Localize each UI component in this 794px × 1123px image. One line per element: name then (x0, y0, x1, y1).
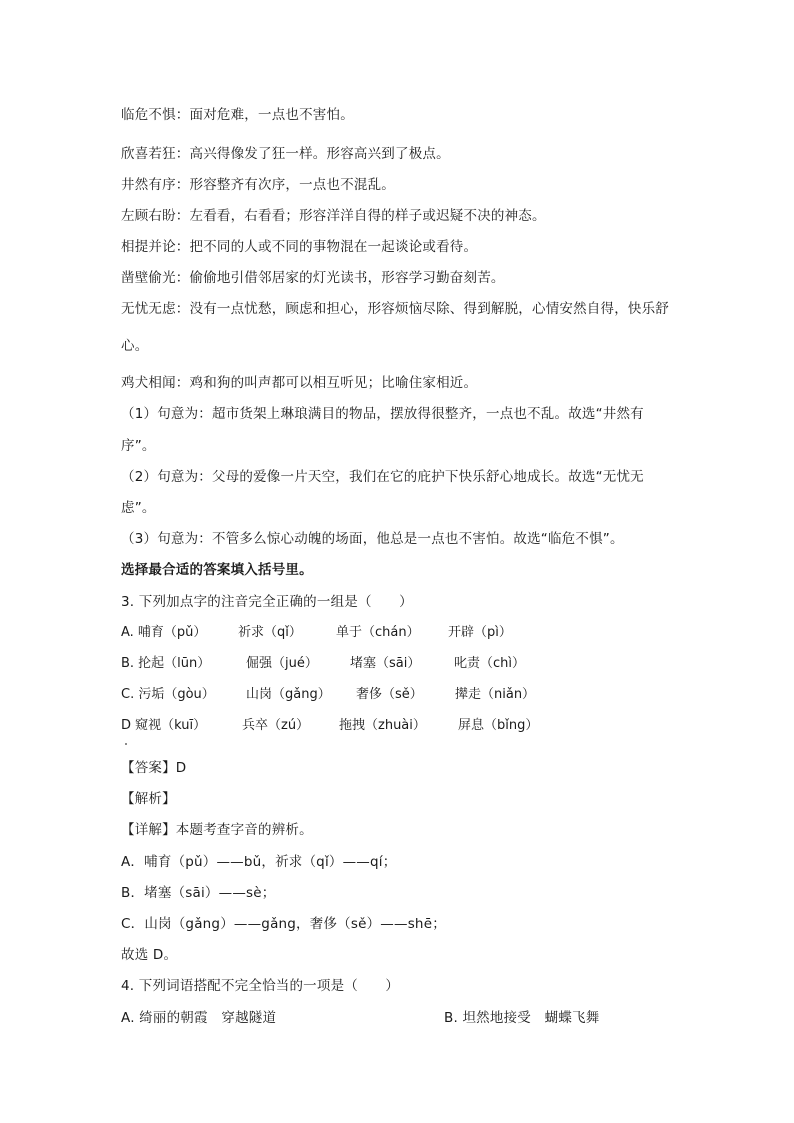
sentence-explanation: （1）句意为：超市货架上琳琅满目的物品，摆放得很整齐，一点也不乱。故选“井然有 (121, 406, 644, 422)
definition-line: 左顾右盼：左看看，右看看；形容洋洋自得的样子或迟疑不决的神态。 (121, 208, 546, 224)
option-item: B. 抡起（lūn） (121, 656, 211, 671)
option-item: A. 哺育（pǔ） (121, 625, 207, 640)
option-item: 叱责（chì） (454, 656, 525, 671)
option-item: 单于（chán） (336, 625, 420, 640)
option-item: 兵卒（zú） (242, 718, 310, 733)
analysis-label: 【解析】 (121, 791, 176, 807)
question-4-option-a: A. 绮丽的朝霞 穿越隧道 (121, 1010, 277, 1026)
sentence-explanation: （2）句意为：父母的爱像一片天空，我们在它的庇护下快乐舒心地成长。故选“无忧无 (121, 469, 644, 485)
option-item: D 窥视（kuī） (121, 718, 207, 733)
definition-line: 井然有序：形容整齐有次序，一点也不混乱。 (121, 177, 395, 193)
option-item: 倔强（jué） (246, 656, 318, 671)
sentence-explanation: 序”。 (121, 438, 156, 454)
option-item: 屏息（bǐng） (458, 718, 539, 733)
analysis-line: B．堵塞（sāi）——sè； (121, 885, 276, 901)
question-3-stem: 3. 下列加点字的注音完全正确的一组是（ ） (121, 594, 413, 610)
question-4-stem: 4. 下列词语搭配不完全恰当的一项是（ ） (121, 978, 400, 994)
definition-line: 临危不惧：面对危难，一点也不害怕。 (121, 107, 354, 123)
sentence-explanation: （3）句意为：不管多么惊心动魄的场面，他总是一点也不害怕。故选“临危不惧”。 (121, 531, 624, 547)
sentence-explanation: 虑”。 (121, 500, 156, 516)
definition-line: 心。 (121, 338, 149, 354)
analysis-line: 故选 D。 (121, 947, 178, 963)
section-heading: 选择最合适的答案填入括号里。 (121, 562, 313, 578)
definition-line: 无忧无虑：没有一点忧愁，顾虑和担心，形容烦恼尽除、得到解脱，心情安然自得，快乐舒 (121, 301, 669, 317)
question-4-option-b: B. 坦然地接受 蝴蝶飞舞 (444, 1010, 600, 1026)
detail-line: 【详解】本题考查字音的辨析。 (121, 822, 313, 838)
definition-line: 欣喜若狂：高兴得像发了狂一样。形容高兴到了极点。 (121, 146, 450, 162)
analysis-line: A．哺育（pǔ）——bǔ，祈求（qǐ）——qí； (121, 854, 397, 870)
option-item: C. 污垢（gòu） (121, 687, 215, 702)
option-item: 堵塞（sāi） (350, 656, 421, 671)
option-item: 开辟（pì） (448, 625, 512, 640)
answer-line: 【答案】D (121, 760, 187, 776)
definition-line: 凿壁偷光：偷偷地引借邻居家的灯光读书，形容学习勤奋刻苦。 (121, 270, 505, 286)
option-item: 山岗（gǎng） (246, 687, 331, 702)
definition-line: 相提并论：把不同的人或不同的事物混在一起谈论或看待。 (121, 239, 478, 255)
option-item: 拖拽（zhuài） (339, 718, 426, 733)
option-item: 奢侈（sě） (356, 687, 423, 702)
definition-line: 鸡犬相闻：鸡和狗的叫声都可以相互听见；比喻住家相近。 (121, 375, 478, 391)
option-item: 撵走（niǎn） (455, 687, 536, 702)
analysis-line: C．山岗（gǎng）——gǎng，奢侈（sě）——shē； (121, 916, 446, 932)
option-item: 祈求（qǐ） (238, 625, 302, 640)
stray-mark (125, 743, 127, 745)
